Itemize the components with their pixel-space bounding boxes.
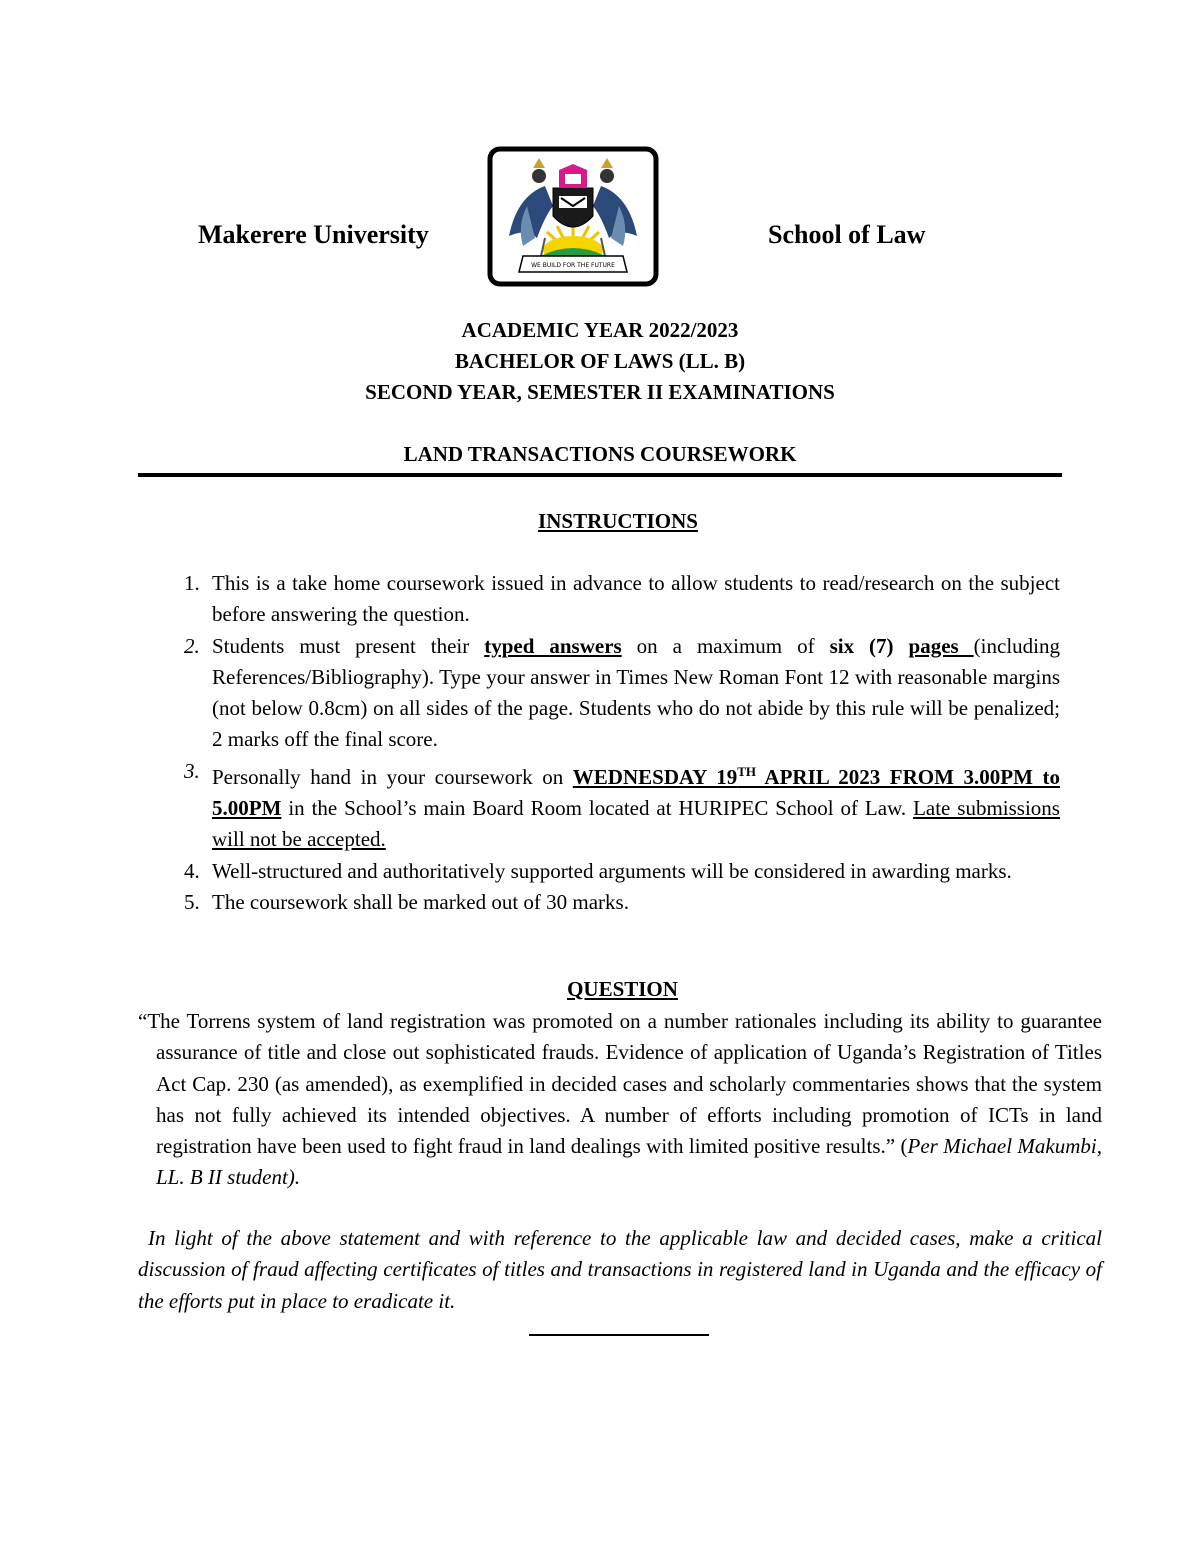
- end-divider: [529, 1334, 709, 1336]
- school-name: School of Law: [768, 220, 926, 249]
- item-number: 5.: [184, 889, 200, 914]
- pages-emphasis: pages: [908, 633, 974, 658]
- list-item: [138, 756, 1060, 856]
- question-quote: “The Torrens system of land registration was promoted on a number rationales including its ability to guarantee assurance of title and close out sophisticated frauds. Evidence of application of Uganda’s Registration of Titles Act Cap. 230 (as amended), as exemplified in decided cases and scholarly commentaries shows that the system has not fully achieved its intended objectives. A number of efforts including promotion of ICTs in land registration have been used to fight fraud in land dealings with limited positive results.” (Per Michael Makumbi, LL. B II student).: [138, 1009, 1102, 1190]
- list-item: [138, 856, 1060, 887]
- item-text: Personally hand in your coursework on WEDNESDAY 19TH APRIL 2023 FROM 3.00PM to 5.00PM in the School’s main Board Room located at HURIPEC School of Law. Late submissions will not be accepted.: [212, 763, 1060, 852]
- exam-heading: SECOND YEAR, SEMESTER II EXAMINATIONS: [365, 380, 835, 404]
- item-text: Well-structured and authoritatively supported arguments will be considered in awarding marks.: [212, 858, 1012, 883]
- late-submission-note: Late submissions will not be accepted.: [212, 796, 1060, 852]
- instructions-list: [138, 568, 1060, 918]
- item-number: 4.: [184, 858, 200, 883]
- list-item: [138, 568, 1060, 631]
- list-item: [138, 887, 1060, 918]
- submission-date-emphasis: WEDNESDAY 19TH APRIL 2023 FROM 3.00PM to 5.00PM: [212, 763, 1060, 821]
- horizontal-rule: [138, 473, 1062, 477]
- university-crest: [487, 146, 659, 287]
- page-limit-emphasis: six (7): [829, 633, 894, 658]
- question-heading: QUESTION: [567, 977, 678, 1001]
- question-task: In light of the above statement and with reference to the applicable law and decided cases, make a critical discussion of fraud affecting certificates of titles and transactions in registered land in Uganda and the efficacy of the efforts put in place to eradicate it.: [138, 1226, 1102, 1313]
- item-number: 2.: [184, 633, 200, 658]
- item-number: 3.: [184, 758, 200, 783]
- item-text: Students must present their typed answers on a maximum of six (7) pages (including References/Bibliography). Type your answer in Times New Roman Font 12 with reasonable margins (not below 0.8cm) on all sides of the page. Students who do not abide by this rule will be penalized; 2 marks off the final score.: [212, 633, 1060, 752]
- course-heading: LAND TRANSACTIONS COURSEWORK: [403, 442, 797, 466]
- typed-answers-emphasis: typed answers: [484, 633, 622, 658]
- item-number: 1.: [184, 571, 200, 595]
- crest-emblem: [487, 146, 659, 287]
- crest-motto-text: WE BUILD FOR THE FUTURE: [531, 262, 615, 269]
- item-text: The coursework shall be marked out of 30 marks.: [212, 889, 629, 914]
- programme-heading: BACHELOR OF LAWS (LL. B): [454, 349, 746, 373]
- academic-year-heading: ACADEMIC YEAR 2022/2023: [461, 318, 739, 342]
- item-text: This is a take home coursework issued in advance to allow students to read/research on the subject before answering the question.: [212, 571, 1060, 627]
- quote-attribution: Per Michael Makumbi, LL. B II student).: [156, 1134, 1102, 1190]
- university-name: Makerere University: [198, 220, 429, 249]
- instructions-heading: INSTRUCTIONS: [538, 509, 698, 533]
- list-item: [138, 631, 1060, 756]
